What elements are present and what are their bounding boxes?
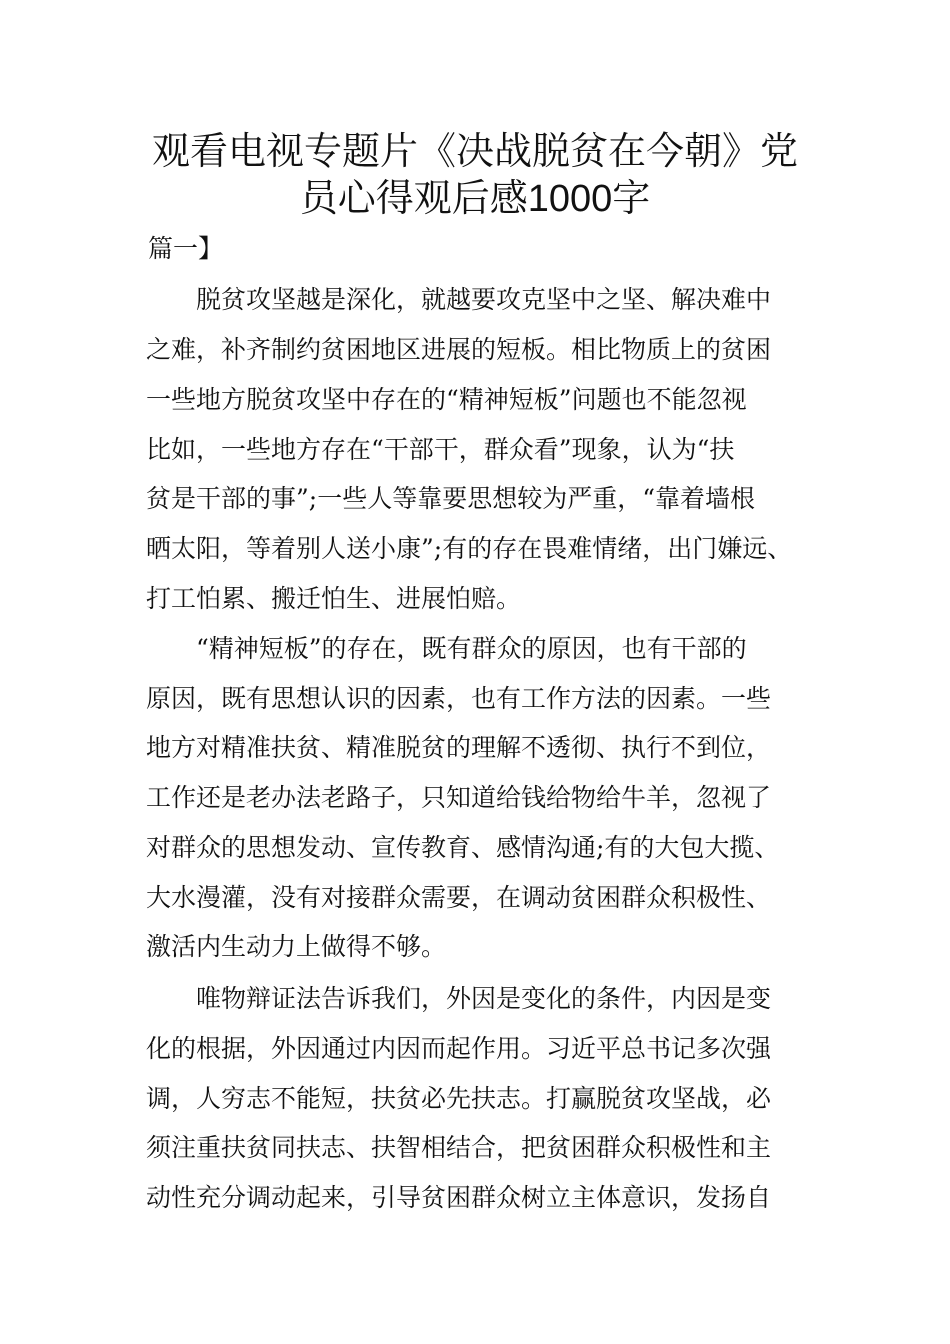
body-line: 大水漫灌，没有对接群众需要，在调动贫困群众积极性、 (146, 883, 772, 912)
body-line: 打工怕累、搬迁怕生、进展怕赔。 (146, 584, 522, 613)
body-line: 晒太阳，等着别人送小康”;有的存在畏难情绪，出门嫌远、 (146, 534, 793, 563)
body-line: 唯物辩证法告诉我们，外因是变化的条件，内因是变 (196, 984, 772, 1013)
body-line: 之难，补齐制约贫困地区进展的短板。相比物质上的贫困 (146, 335, 772, 364)
body-line: 工作还是老办法老路子，只知道给钱给物给牛羊，忽视了 (146, 783, 772, 812)
section-label: 篇一】 (148, 234, 224, 263)
body-line: 脱贫攻坚越是深化，就越要攻克坚中之坚、解决难中 (196, 285, 772, 314)
body-line: 动性充分调动起来，引导贫困群众树立主体意识，发扬自 (146, 1183, 772, 1212)
body-line: 调，人穷志不能短，扶贫必先扶志。打赢脱贫攻坚战，必 (146, 1084, 772, 1113)
body-line: 须注重扶贫同扶志、扶智相结合，把贫困群众积极性和主 (146, 1133, 772, 1162)
body-line: 一些地方脱贫攻坚中存在的“精神短板”问题也不能忽视 (146, 385, 747, 414)
body-line: 对群众的思想发动、宣传教育、感情沟通;有的大包大揽、 (146, 833, 780, 862)
body-line: “精神短板”的存在，既有群众的原因，也有干部的 (196, 634, 747, 663)
document-title-line-1: 观看电视专题片《决战脱贫在今朝》党 (151, 131, 798, 173)
body-line: 比如，一些地方存在“干部干，群众看”现象，认为“扶 (146, 435, 735, 464)
body-line: 原因，既有思想认识的因素，也有工作方法的因素。一些 (146, 684, 772, 713)
body-line: 贫是干部的事”;一些人等靠要思想较为严重，“靠着墙根 (146, 484, 755, 513)
body-line: 激活内生动力上做得不够。 (146, 932, 447, 961)
document-title-line-2: 员心得观后感1000字 (299, 178, 651, 220)
body-line: 地方对精准扶贫、精准脱贫的理解不透彻、执行不到位， (146, 733, 772, 762)
body-line: 化的根据，外因通过内因而起作用。习近平总书记多次强 (146, 1034, 772, 1063)
